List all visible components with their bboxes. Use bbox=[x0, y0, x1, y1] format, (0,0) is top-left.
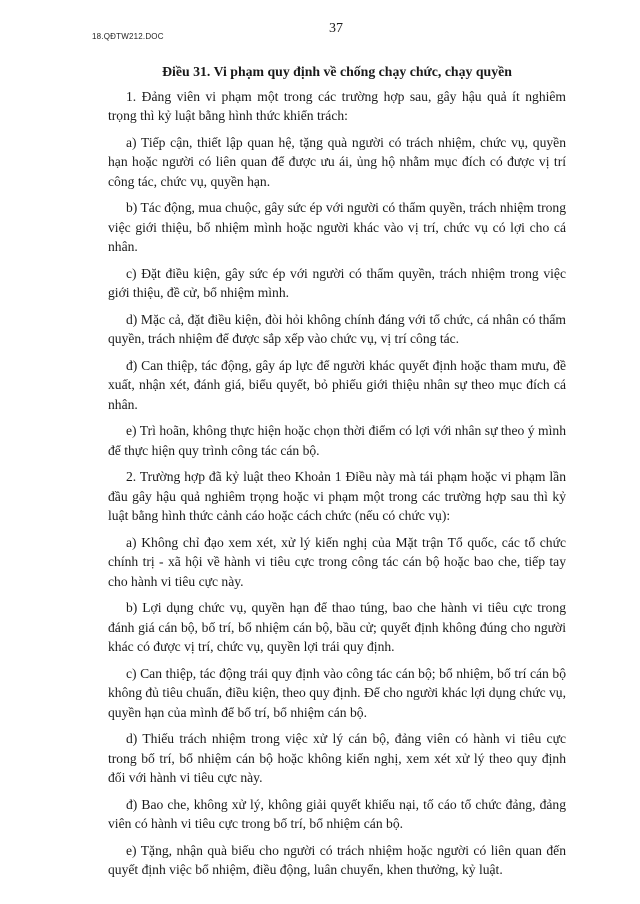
clause-2-item-d: d) Thiếu trách nhiệm trong việc xử lý cán bộ, đảng viên có hành vi tiêu cực trong bố trí, bổ nhiệm cán bộ hoặc không kiến nghị, xem xét xử lý theo quy định đối với hành vi tiêu cực này. bbox=[108, 731, 566, 785]
clause-1-item-a: a) Tiếp cận, thiết lập quan hệ, tặng quà người có trách nhiệm, chức vụ, quyền hạn hoặc người có liên quan để được ưu ái, ủng hộ nhằm mục đích có được vị trí công tác, chức vụ, quyền hạn. bbox=[108, 134, 566, 189]
clause-2-item-a: a) Không chỉ đạo xem xét, xử lý kiến nghị của Mặt trận Tổ quốc, các tổ chức chính trị - xã hội về hành vi tiêu cực trong công tác cán bộ hoặc bao che, tiếp tay cho hành vi tiêu cực này. bbox=[108, 534, 566, 589]
clause-2-item-dd: đ) Bao che, không xử lý, không giải quyết khiếu nại, tố cáo tổ chức đảng, đảng viên có hành vi tiêu cực trong bố trí, bổ nhiệm cán bộ. bbox=[108, 796, 566, 831]
clause-1-item-c: c) Đặt điều kiện, gây sức ép với người có thẩm quyền, trách nhiệm trong việc giới thiệu, đề cử, bổ nhiệm mình. bbox=[108, 265, 566, 300]
article-title: Điều 31. Vi phạm quy định về chống chạy chức, chạy quyền bbox=[162, 64, 512, 79]
clause-2-item-b: b) Lợi dụng chức vụ, quyền hạn để thao túng, bao che hành vi tiêu cực trong đánh giá cán bộ, bố trí, bổ nhiệm cán bộ, bầu cử; quyết định không đúng cho người khác có được vị trí, chức vụ, quyền lợi trái quy định. bbox=[108, 600, 566, 654]
clause-1-item-d: d) Mặc cả, đặt điều kiện, đòi hỏi không chính đáng với tổ chức, cá nhân có thẩm quyền, trách nhiệm để được sắp xếp vào chức vụ, vị trí công tác. bbox=[108, 311, 566, 346]
document-code: 18.QĐTW212.DOC bbox=[92, 32, 164, 41]
clause-1-item-e: e) Trì hoãn, không thực hiện hoặc chọn thời điểm có lợi với nhân sự theo ý mình để thực hiện quy trình công tác cán bộ. bbox=[108, 423, 566, 458]
clause-1-intro: 1. Đảng viên vi phạm một trong các trường hợp sau, gây hậu quả ít nghiêm trọng thì kỷ luật bằng hình thức khiển trách: bbox=[108, 88, 566, 123]
clause-2-item-e: e) Tặng, nhận quà biếu cho người có trách nhiệm hoặc người có liên quan đến quyết định việc bổ nhiệm, điều động, luân chuyển, khen thưởng, kỷ luật. bbox=[108, 842, 566, 877]
clause-1-item-dd: đ) Can thiệp, tác động, gây áp lực để người khác quyết định hoặc tham mưu, đề xuất, nhận xét, đánh giá, biểu quyết, bỏ phiếu giới thiệu nhân sự theo mục đích cá nhân. bbox=[108, 357, 566, 412]
page-number: 37 bbox=[329, 21, 343, 36]
clause-2-item-c: c) Can thiệp, tác động trái quy định vào công tác cán bộ; bổ nhiệm, bố trí cán bộ không đủ tiêu chuẩn, điều kiện, theo quy định. Để cho người khác lợi dụng chức vụ, quyền hạn của mình để bố trí, bổ nhiệm cán bộ. bbox=[108, 665, 566, 720]
clause-1-item-b: b) Tác động, mua chuộc, gây sức ép với người có thẩm quyền, trách nhiệm trong việc giới thiệu, bổ nhiệm mình hoặc người khác vào vị trí, chức vụ có lợi cho cá nhân. bbox=[108, 200, 566, 254]
clause-2-intro: 2. Trường hợp đã kỷ luật theo Khoản 1 Điều này mà tái phạm hoặc vi phạm lần đầu gây hậu quả nghiêm trọng hoặc vi phạm một trong các trường hợp sau thì kỷ luật bằng hình thức cảnh cáo hoặc cách chức (nếu có chức vụ): bbox=[108, 469, 566, 523]
article-body bbox=[108, 62, 566, 887]
